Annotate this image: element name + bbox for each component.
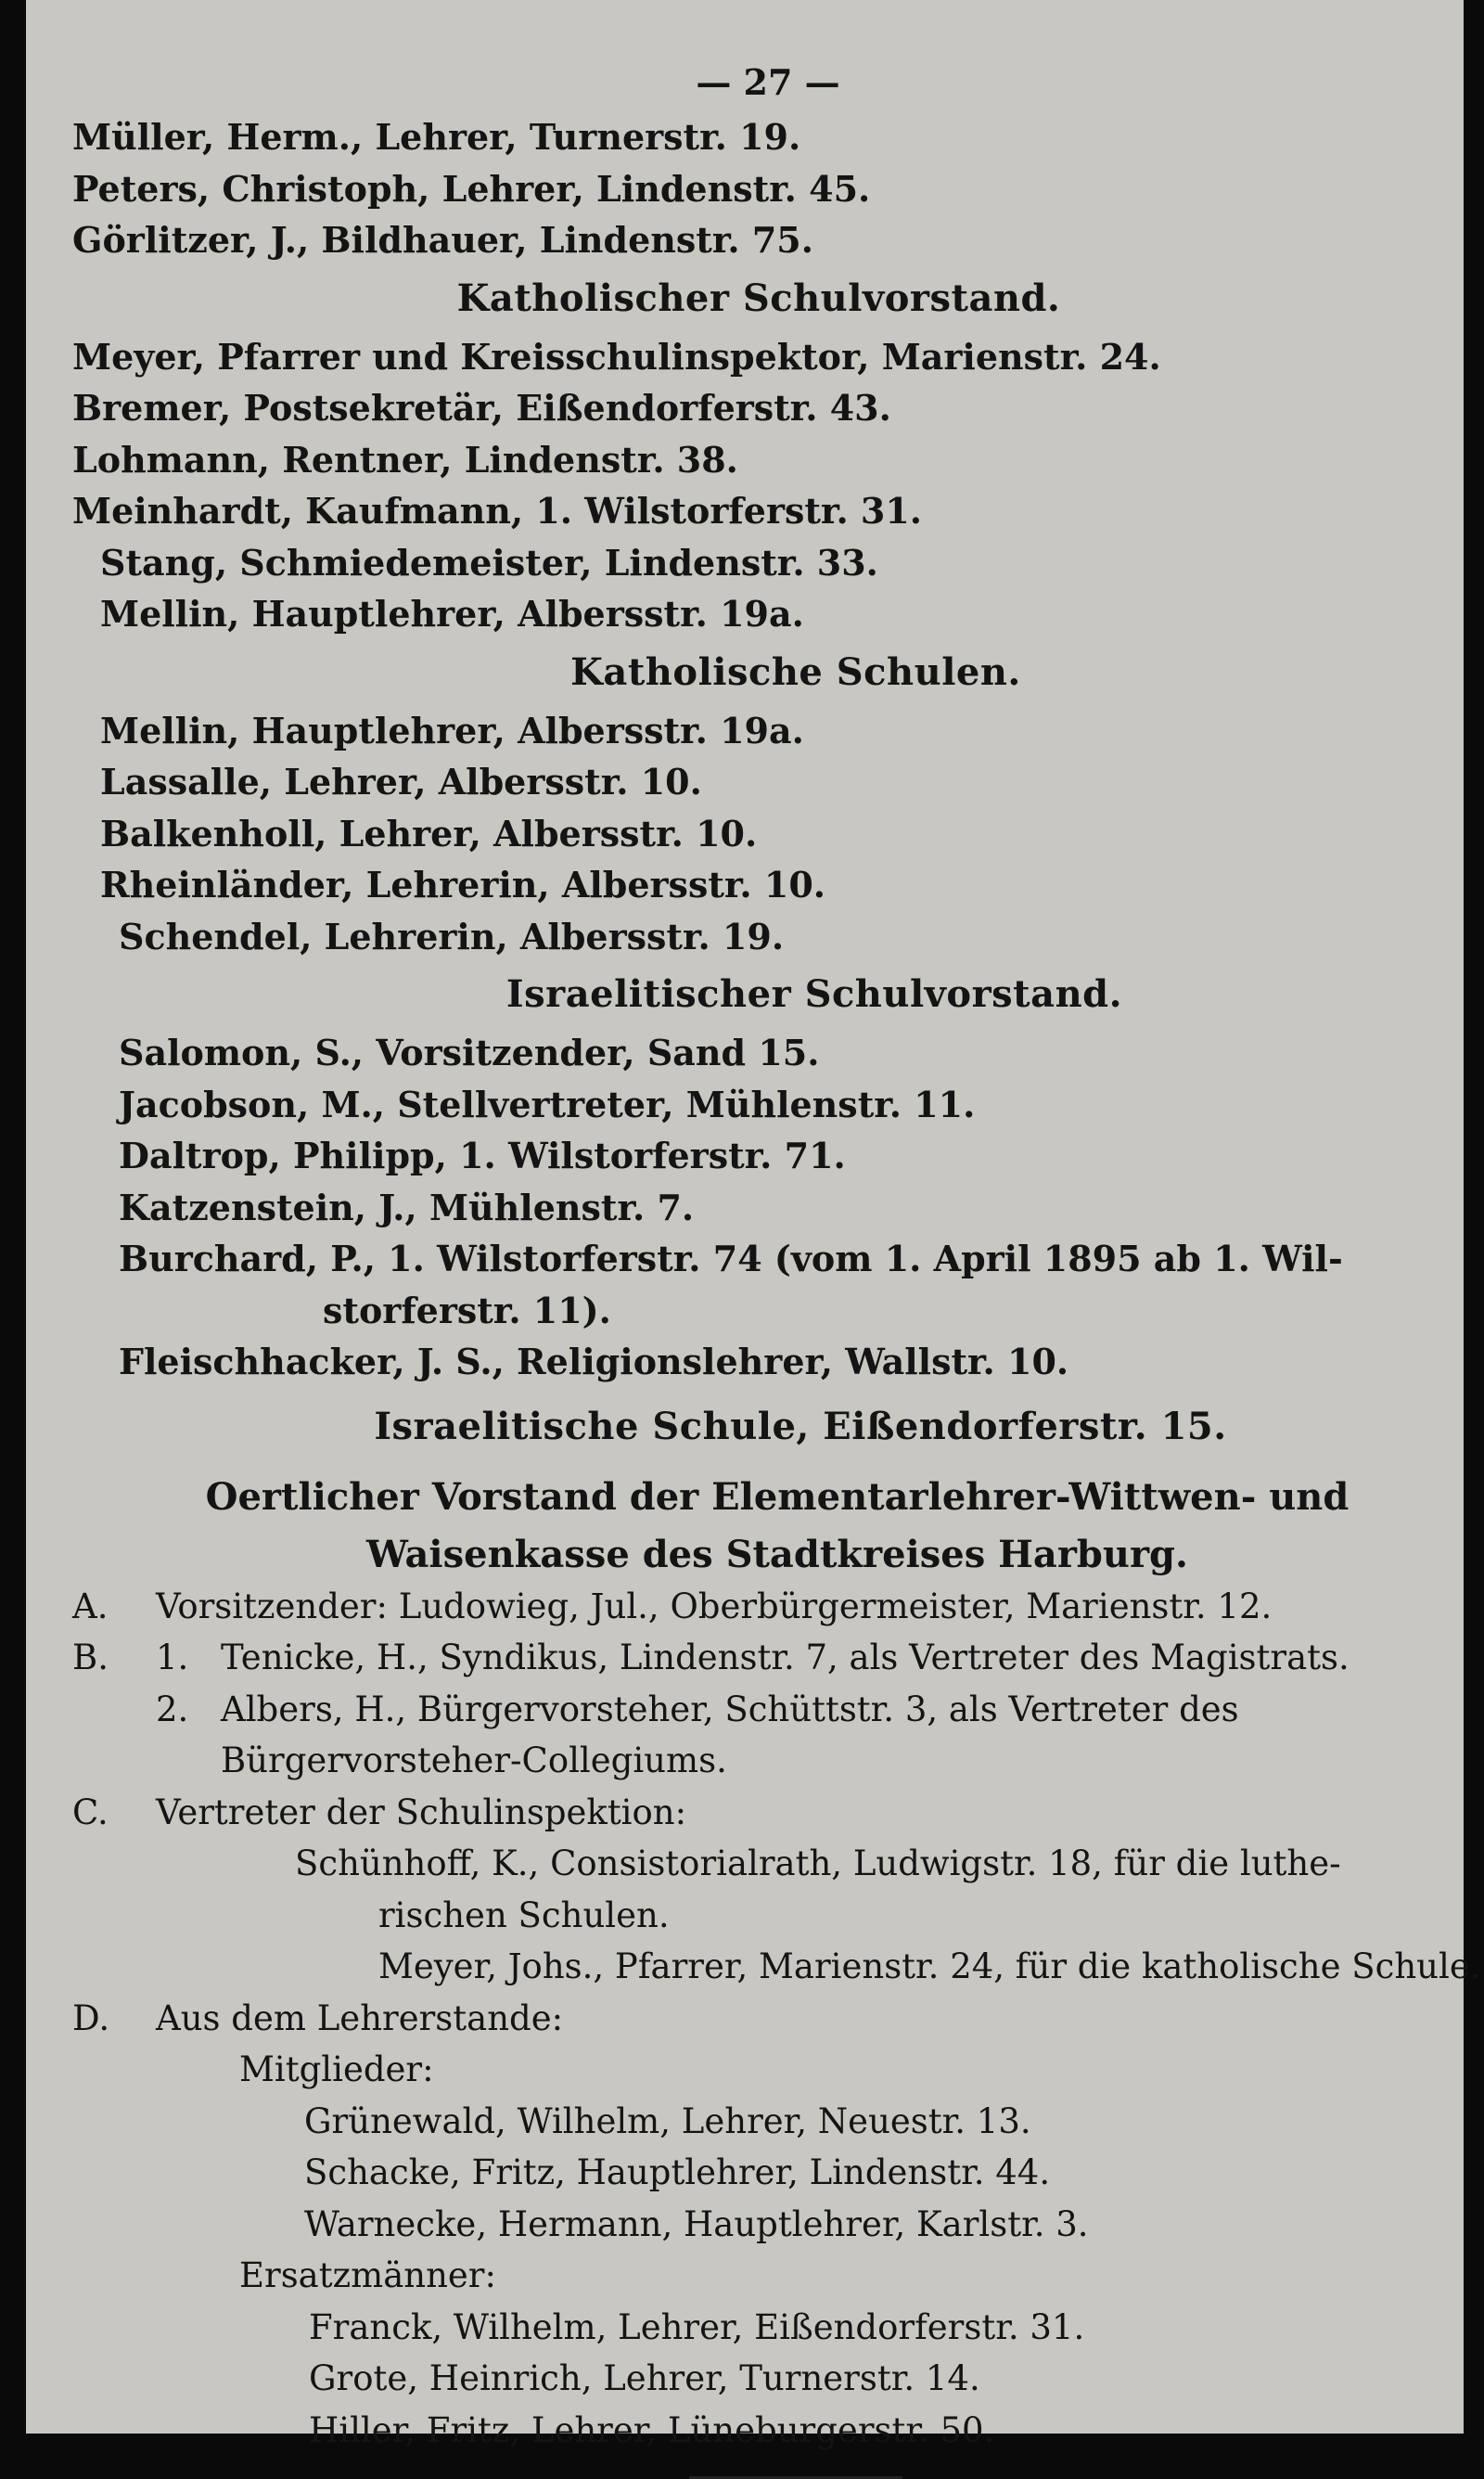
item-sublabel: 2.	[156, 1689, 189, 1729]
members-label: Mitglieder:	[239, 2049, 434, 2089]
list-item: Franck, Wilhelm, Lehrer, Eißendorferstr. 31.	[309, 2306, 1085, 2347]
list-item: Katzenstein, J., Mühlenstr. 7.	[119, 1186, 695, 1228]
fund-item-c	[72, 1787, 1408, 1839]
list-item: Schacke, Fritz, Hauptlehrer, Lindenstr. 44.	[304, 2152, 1051, 2192]
list-item: Grote, Heinrich, Lehrer, Turnerstr. 14.	[309, 2358, 980, 2398]
item-text: Tenicke, H., Syndikus, Lindenstr. 7, als Vertreter des Magistrats.	[221, 1638, 1350, 1677]
list-item: Peters, Christoph, Lehrer, Lindenstr. 45.	[72, 167, 871, 210]
fund-item-c1: Schünhoff, K., Consistorialrath, Ludwigstr. 18, für die luthe-	[295, 1843, 1341, 1883]
fund-item-d	[72, 1993, 1408, 2045]
list-item: Schendel, Lehrerin, Albersstr. 19.	[119, 915, 785, 957]
list-item: Fleischhacker, J. S., Religionslehrer, Wallstr. 10.	[119, 1341, 1069, 1382]
section-heading: Katholische Schulen.	[570, 649, 1021, 694]
list-item: Jacobson, M., Stellvertreter, Mühlenstr. 11.	[119, 1083, 976, 1125]
list-item: Rheinländer, Lehrerin, Albersstr. 10.	[100, 864, 825, 906]
list-item: Balkenholl, Lehrer, Albersstr. 10.	[100, 812, 758, 854]
item-text: Vertreter der Schulinspektion:	[156, 1792, 687, 1832]
list-item: Burchard, P., 1. Wilstorferstr. 74 (vom 1. April 1895 ab 1. Wil-	[119, 1238, 1343, 1279]
list-item: Müller, Herm., Lehrer, Turnerstr. 19.	[72, 116, 801, 158]
substitutes-label: Ersatzmänner:	[239, 2255, 496, 2295]
list-item: Daltrop, Philipp, 1. Wilstorferstr. 71.	[119, 1135, 846, 1176]
list-item: Lohmann, Rentner, Lindenstr. 38.	[72, 438, 738, 481]
item-text: Vorsitzender: Ludowieg, Jul., Oberbürgermeister, Marienstr. 12.	[156, 1586, 1273, 1626]
document-page	[26, 0, 1481, 2450]
item-label: D.	[72, 1997, 110, 2038]
fund-item-a	[72, 1581, 1408, 1633]
fund-item-c2: Meyer, Johs., Pfarrer, Marienstr. 24, für die katholische Schule.	[378, 1946, 1481, 1986]
fund-item-b1	[72, 1632, 1408, 1684]
list-item-continuation: storferstr. 11).	[323, 1289, 611, 1331]
list-item: Hiller, Fritz, Lehrer, Lüneburgerstr. 50.	[309, 2409, 995, 2450]
list-item: Meinhardt, Kaufmann, 1. Wilstorferstr. 31.	[72, 490, 923, 532]
section-heading-line-2: Waisenkasse des Stadtkreises Harburg.	[366, 1532, 1188, 1576]
fund-item-c1-continuation: rischen Schulen.	[378, 1895, 670, 1935]
item-label: C.	[72, 1792, 109, 1832]
list-item: Grünewald, Wilhelm, Lehrer, Neuestr. 13.	[304, 2100, 1031, 2141]
list-item: Meyer, Pfarrer und Kreisschulinspektor, Marienstr. 24.	[72, 335, 1161, 378]
section-heading-line-1: Oertlicher Vorstand der Elementarlehrer-Wittwen- und	[205, 1474, 1350, 1519]
fund-item-b2	[72, 1684, 1408, 1736]
list-item: Mellin, Hauptlehrer, Albersstr. 19a.	[100, 593, 804, 635]
item-label: A.	[72, 1586, 109, 1626]
jewish-school-heading: Israelitische Schule, Eißendorferstr. 15.	[374, 1404, 1227, 1448]
list-item: Warnecke, Hermann, Hauptlehrer, Karlstr. 3.	[304, 2203, 1089, 2244]
item-sublabel: 1.	[156, 1638, 189, 1677]
list-item: Stang, Schmiedemeister, Lindenstr. 33.	[100, 541, 878, 584]
list-item: Bremer, Postsekretär, Eißendorferstr. 43.	[72, 387, 891, 429]
item-label: B.	[72, 1638, 109, 1677]
section-heading: Katholischer Schulvorstand.	[456, 276, 1061, 320]
list-item: Görlitzer, J., Bildhauer, Lindenstr. 75.	[72, 219, 813, 261]
jewish-board-section	[72, 962, 1408, 1388]
section-heading: Israelitischer Schulvorstand.	[505, 972, 1123, 1016]
catholic-schools-section	[72, 640, 1408, 963]
fund-item-b2-continuation: Bürgervorsteher-Collegiums.	[221, 1740, 727, 1780]
page-number: — 27 —	[696, 61, 840, 103]
item-text: Aus dem Lehrerstande:	[156, 1997, 564, 2038]
catholic-board-section	[72, 266, 1408, 640]
list-item: Lassalle, Lehrer, Albersstr. 10.	[100, 761, 702, 803]
list-item: Salomon, S., Vorsitzender, Sand 15.	[119, 1032, 820, 1073]
top-entries	[72, 111, 1408, 266]
list-item: Mellin, Hauptlehrer, Albersstr. 19a.	[100, 709, 804, 751]
item-text: Albers, H., Bürgervorsteher, Schüttstr. 3, als Vertreter des	[221, 1689, 1239, 1729]
widows-fund-section	[72, 1471, 1481, 2457]
